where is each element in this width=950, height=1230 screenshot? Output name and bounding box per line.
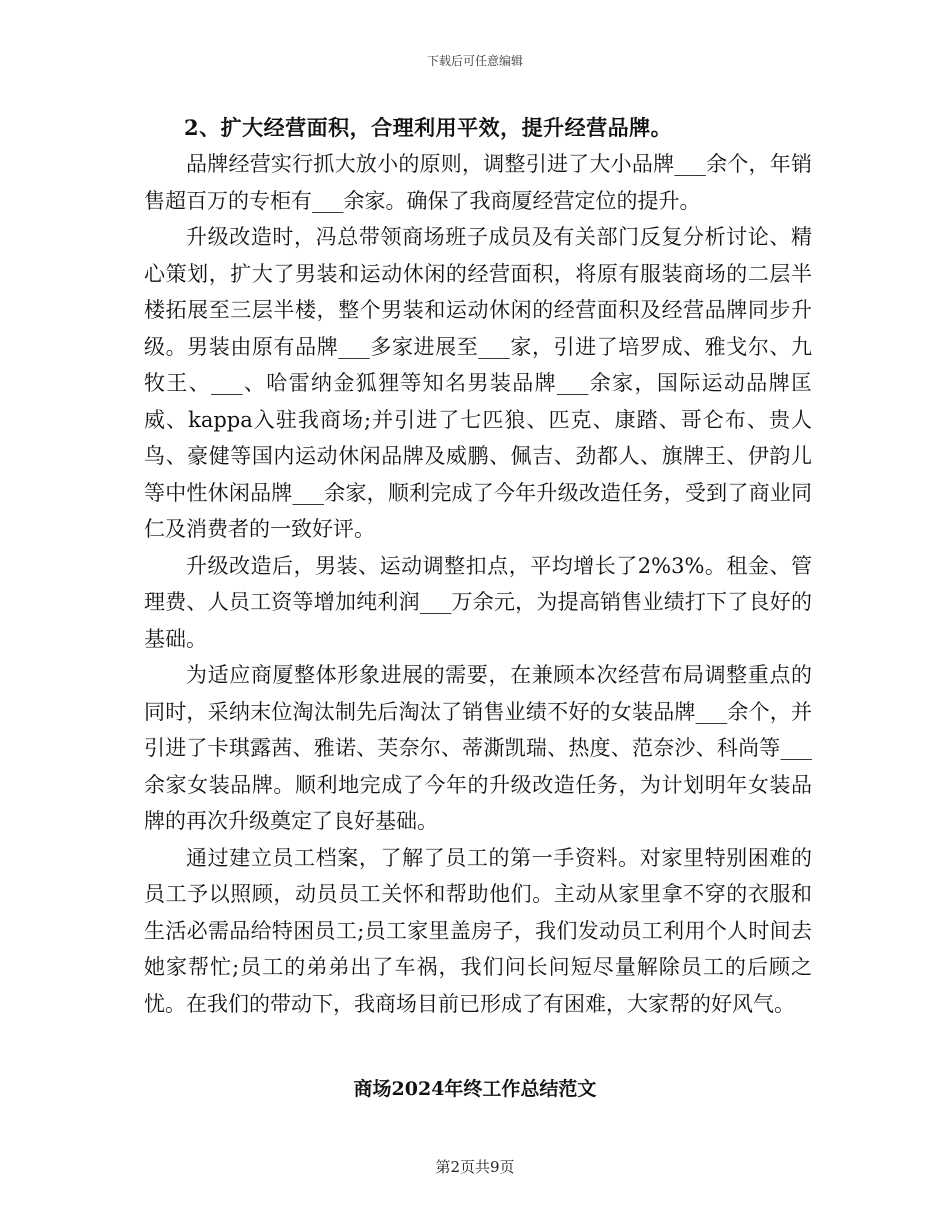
paragraph-employee-care: 通过建立员工档案，了解了员工的第一手资料。对家里特别困难的员工予以照顾，动员员工关怀和帮助他们。主动从家里拿不穿的衣服和生活必需品给特困员工;员工家里盖房子，我们发动员工利用个人时间去她家帮忙;员工的弟弟出了车祸，我们问长问短尽量解除员工的后顾之忧。在我们的带动下，我商场目前已形成了有困难，大家帮的好风气。 xyxy=(144,845,812,1016)
paragraph-upgrade-menswear: 升级改造时，冯总带领商场班子成员及有关部门反复分析讨论、精心策划，扩大了男装和运动休闲的经营面积，将原有服装商场的二层半楼拓展至三层半楼，整个男装和运动休闲的经营面积及经营品牌同步升级。男装由原有品牌___多家进展至___家，引进了培罗成、雅戈尔、九牧王、___、哈雷纳金狐狸等知名男装品牌___余家，国际运动品牌匡威、kappa入驻我商场;并引进了七匹狼、匹克、康踏、哥仑布、贵人鸟、豪健等国内运动休闲品牌及威鹏、佩吉、劲都人、旗牌王、伊韵儿等中性休闲品牌___余家，顺利完成了今年升级改造任务，受到了商业同仁及消费者的一致好评。 xyxy=(144,225,812,541)
page-header: 下载后可任意编辑 xyxy=(426,54,523,68)
section-heading: 2、扩大经营面积，合理利用平效，提升经营品牌。 xyxy=(184,115,673,140)
document-title: 商场2024年终工作总结范文 xyxy=(353,1078,597,1100)
paragraph-upgrade-results: 升级改造后，男装、运动调整扣点，平均增长了2%3%。租金、管理费、人员工资等增加纯利润___万余元，为提高销售业绩打下了良好的基础。 xyxy=(144,553,812,651)
document-body xyxy=(144,110,812,1022)
page-footer: 第2页共9页 xyxy=(435,1158,515,1176)
paragraph-womenswear: 为适应商厦整体形象进展的需要，在兼顾本次经营布局调整重点的同时，采纳末位淘汰制先后淘汰了销售业绩不好的女装品牌___余个，并引进了卡琪露茜、雅诺、芙奈尔、蒂澌凯瑞、热度、范奈沙、科尚等___余家女装品牌。顺利地完成了今年的升级改造任务，为计划明年女装品牌的再次升级奠定了良好基础。 xyxy=(144,663,812,833)
paragraph-brand-strategy: 品牌经营实行抓大放小的原则，调整引进了大小品牌___余个，年销售超百万的专柜有___余家。确保了我商厦经营定位的提升。 xyxy=(144,152,812,213)
